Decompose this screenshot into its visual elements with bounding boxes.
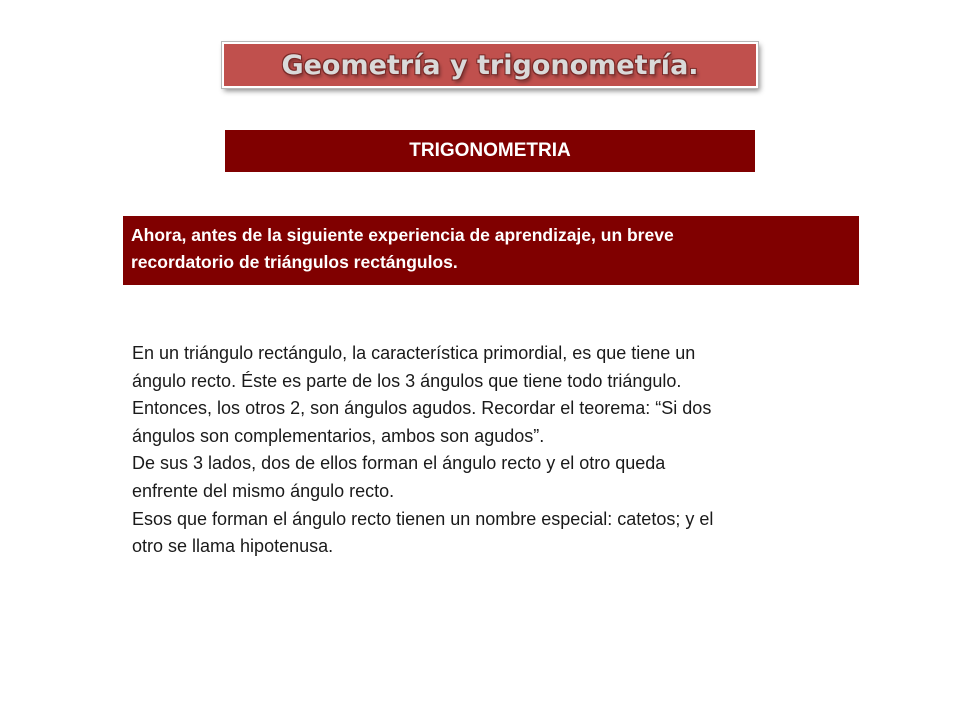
section-heading-box xyxy=(225,130,755,172)
body-line: ángulos son complementarios, ambos son agudos”. xyxy=(132,425,545,446)
body-line: De sus 3 lados, dos de ellos forman el ángulo recto y el otro queda xyxy=(132,453,666,474)
body-paragraph xyxy=(132,340,857,561)
slide-title-box xyxy=(222,42,758,88)
body-line: enfrente del mismo ángulo recto. xyxy=(132,480,395,501)
slide-title: Geometría y trigonometría. xyxy=(281,49,699,81)
body-line: Esos que forman el ángulo recto tienen un nombre especial: catetos; y el xyxy=(132,508,714,529)
section-heading: TRIGONOMETRIA xyxy=(409,140,571,161)
body-line: ángulo recto. Éste es parte de los 3 ángulos que tiene todo triángulo. xyxy=(132,370,682,391)
intro-line: Ahora, antes de la siguiente experiencia de aprendizaje, un breve xyxy=(131,225,674,245)
body-line: Entonces, los otros 2, son ángulos agudos. Recordar el teorema: “Si dos xyxy=(132,398,712,419)
intro-line: recordatorio de triángulos rectángulos. xyxy=(131,252,458,272)
body-line: En un triángulo rectángulo, la característica primordial, es que tiene un xyxy=(132,343,696,363)
body-line: otro se llama hipotenusa. xyxy=(132,536,334,557)
intro-callout xyxy=(123,216,859,285)
intro-text xyxy=(131,222,851,276)
